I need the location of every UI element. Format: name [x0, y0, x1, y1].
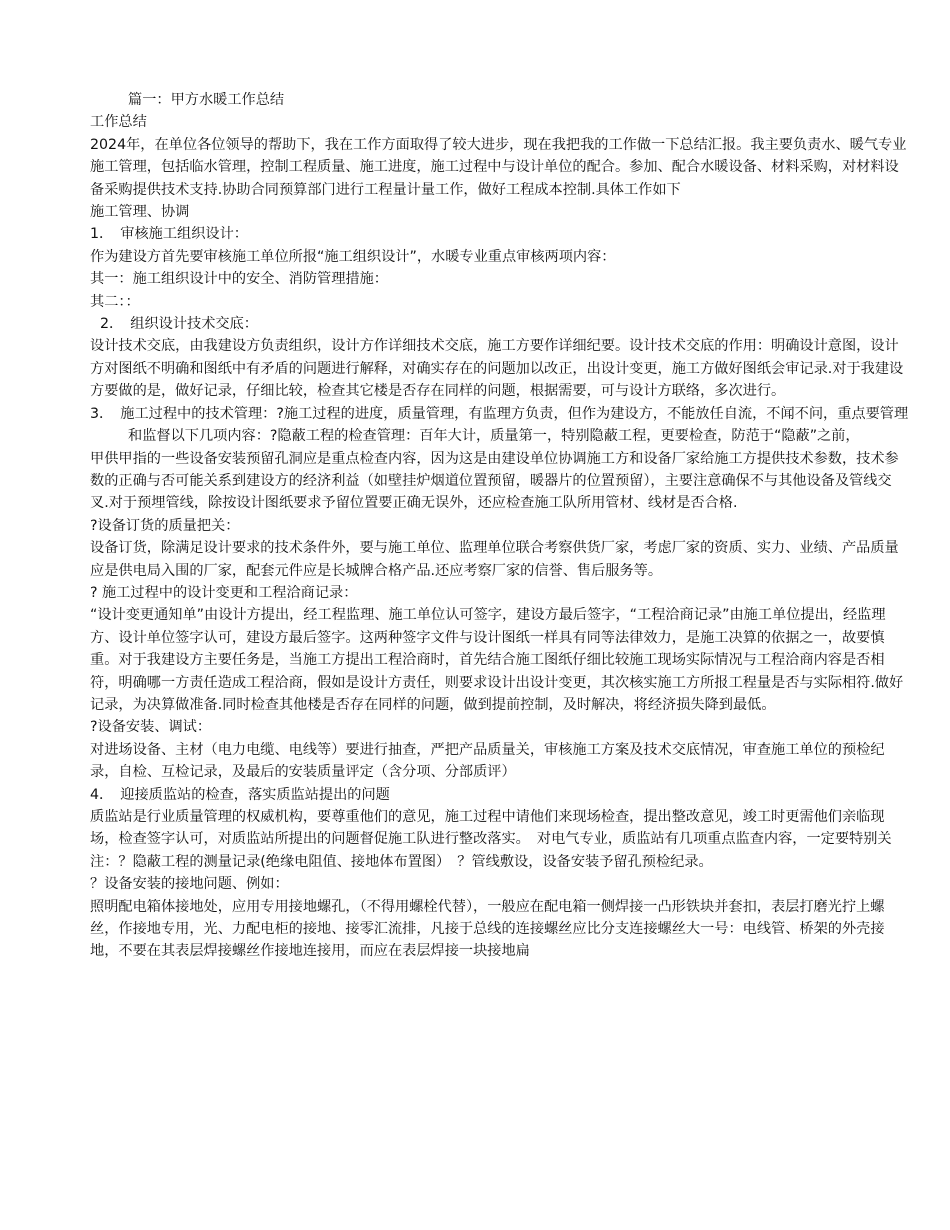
paragraph: 3． 施工过程中的技术管理：?施工过程的进度，质量管理，有监理方负责，但作为建设方，不能放任自流，不闻不问，重点要管理和监督以下几项内容：?隐蔽工程的检查管理：百年大计，质量第一，特别隐蔽工程，更要检查，防范于“隐蔽”之前，: [90, 405, 909, 445]
paragraph: 2024年，在单位各位领导的帮助下，我在工作方面取得了较大进步，现在我把我的工作做一下总结汇报。我主要负责水、暖气专业施工管理，包括临水管理，控制工程质量、施工进度，施工过程中与设计单位的配合。参加、配合水暖设备、材料采购，对材料设备采购提供技术支持.协助合同预算部门进行工程量计量工作，做好工程成本控制.具体工作如下: [90, 136, 907, 198]
paragraph: 照明配电箱体接地处，应用专用接地螺孔，（不得用螺栓代替），一般应在配电箱一侧焊接一凸形铁块并套扣，表层打磨光拧上螺丝，作接地专用，光、力配电柜的接地、接零汇流排，凡接于总线的连接螺丝应比分支连接螺丝大一号：电线管、桥架的外壳接地，不要在其表层焊接螺丝作接地连接用，而应在表层焊接一块接地扁: [90, 898, 885, 960]
paragraph: ?设备安装、调试：: [90, 719, 212, 736]
paragraph: 2． 组织设计技术交底：: [100, 316, 258, 333]
paragraph: 其二：：: [90, 293, 140, 310]
paragraph: 4． 迎接质监站的检查，落实质监站提出的问题: [90, 786, 390, 803]
paragraph: 质监站是行业质量管理的权威机构，要尊重他们的意见，施工过程中请他们来现场检查，提出整改意见，竣工时更需他们亲临现场，检查签字认可，对质监站所提出的问题督促施工队进行整改落实。 对电气专业，质监站有几项重点监查内容，一定要特别关注：？隐蔽工程的测量记录(绝缘电阻值、接地体布置图） ？管线敷设，设备安装予留孔预检纪录。: [90, 809, 892, 870]
paragraph: 甲供甲指的一些设备安装预留孔洞应是重点检查内容，因为这是由建设单位协调施工方和设备厂家给施工方提供技术参数，技术参数的正确与否可能关系到建设方的经济利益（如壁挂炉烟道位置预留，暖器片的位置预留），主要注意确保不与其他设备及管线交叉.对于预埋管线，除按设计图纸要求予留位置要正确无误外，还应检查施工队所用管材、线材是否合格.: [90, 450, 899, 512]
paragraph: 对进场设备、主材（电力电缆、电线等）要进行抽查，严把产品质量关，审核施工方案及技术交底情况，审查施工单位的预检纪录，自检、互检记录，及最后的安装质量评定（含分项、分部质评）: [90, 741, 885, 781]
paragraph: 作为建设方首先要审核施工单位所报“施工组织设计”，水暖专业重点审核两项内容：: [90, 248, 616, 265]
paragraph: 工作总结: [90, 114, 147, 131]
paragraph: 其一：施工组织设计中的安全、消防管理措施：: [90, 271, 388, 288]
paragraph: ? 施工过程中的设计变更和工程洽商记录：: [90, 584, 358, 601]
paragraph: 施工管理、协调: [90, 204, 190, 221]
paragraph: 篇一：甲方水暖工作总结: [128, 92, 285, 108]
paragraph: ?设备订货的质量把关：: [90, 517, 240, 534]
paragraph: 1． 审核施工组织设计：: [90, 226, 248, 243]
paragraph: 设备订货，除满足设计要求的技术条件外，要与施工单位、监理单位联合考察供货厂家，考虑厂家的资质、实力、业绩、产品质量应是供电局入围的厂家，配套元件应是长城牌合格产品.还应考察厂家的信誉、售后服务等。: [90, 540, 899, 579]
paragraph: ？设备安装的接地问题、例如：: [90, 876, 289, 893]
paragraph: 设计技术交底，由我建设方负责组织，设计方作详细技术交底，施工方要作详细纪要。设计技术交底的作用：明确设计意图，设计方对图纸不明确和图纸中有矛盾的问题进行解释，对确实存在的问题加以改正，出设计变更，施工方做好图纸会审记录.对于我建设方要做的是，做好记录，仔细比较，检查其它楼是否存在同样的问题，根据需要，可与设计方联络，多次进行。: [90, 338, 904, 400]
paragraph: “设计变更通知单”由设计方提出，经工程监理、施工单位认可签字，建设方最后签字，“工程洽商记录”由施工单位提出，经监理方、设计单位签字认可，建设方最后签字。这两种签字文件与设计图纸一样具有同等法律效力，是施工决算的依据之一，故要慎重。对于我建设方主要任务是，当施工方提出工程洽商时，首先结合施工图纸仔细比较施工现场实际情况与工程洽商内容是否相符，明确哪一方责任造成工程洽商，假如是设计方责任，则要求设计出设计变更，其次核实施工方所报工程量是否与实际相符.做好记录，为决算做准备.同时检查其他楼是否存在同样的问题，做到提前控制，及时解决，将经济损失降到最低。: [90, 607, 904, 713]
